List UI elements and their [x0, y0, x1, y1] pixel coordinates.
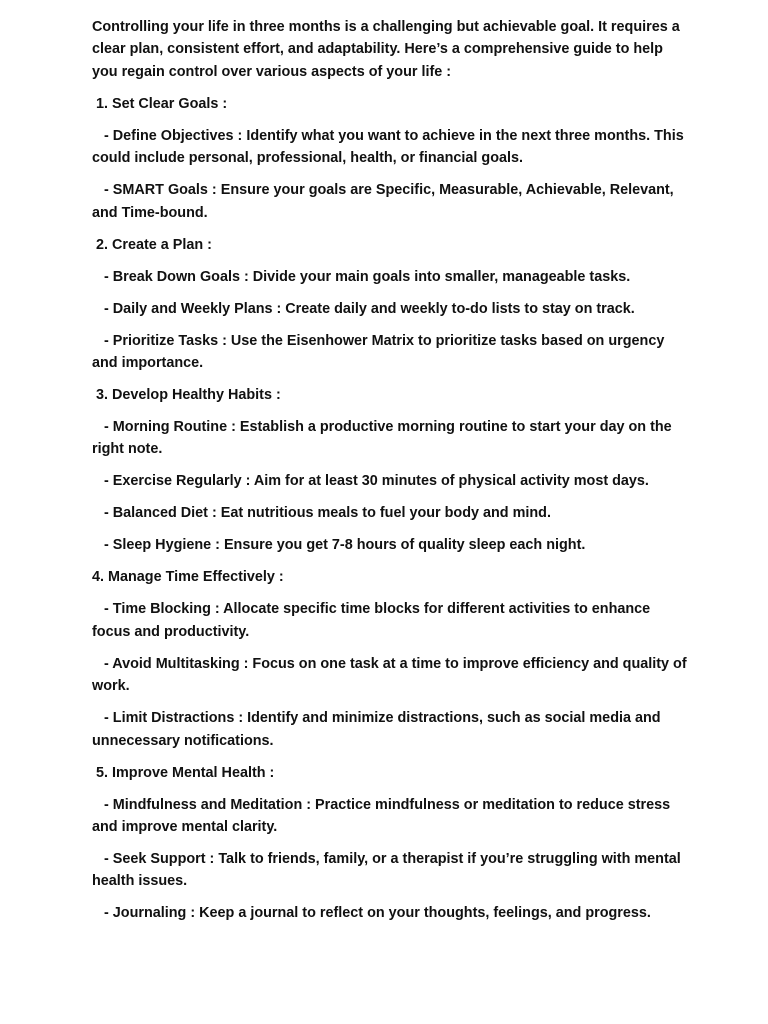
list-item-exercise-regularly: - Exercise Regularly : Aim for at least 30 minutes of physical activity most days.	[92, 473, 649, 490]
list-item-sleep-hygiene: - Sleep Hygiene : Ensure you get 7-8 hours of quality sleep each night.	[92, 537, 586, 554]
section-heading-create-a-plan: 2. Create a Plan :	[92, 236, 212, 253]
list-item-journaling: - Journaling : Keep a journal to reflect on your thoughts, feelings, and progress.	[92, 905, 651, 922]
list-item-time-blocking: - Time Blocking : Allocate specific time blocks for different activities to enhance focus and productivity.	[92, 601, 655, 640]
section-heading-mental-health: 5. Improve Mental Health :	[92, 764, 275, 781]
list-item-morning-routine: - Morning Routine : Establish a productive morning routine to start your day on the right note.	[92, 419, 676, 458]
list-item-break-down-goals: - Break Down Goals : Divide your main goals into smaller, manageable tasks.	[92, 268, 631, 285]
list-item-define-objectives: - Define Objectives : Identify what you want to achieve in the next three months. This could include personal, professional, health, or financial goals.	[92, 127, 688, 167]
list-item-balanced-diet: - Balanced Diet : Eat nutritious meals to fuel your body and mind.	[92, 505, 551, 522]
section-heading-healthy-habits: 3. Develop Healthy Habits :	[92, 387, 281, 404]
intro-paragraph: Controlling your life in three months is a challenging but achievable goal. It requires a clear plan, consistent effort, and adaptability. Here’s a comprehensive guide to help you regain control over various aspects of your life :	[92, 19, 684, 80]
list-item-limit-distractions: - Limit Distractions : Identify and minimize distractions, such as social media and unnecessary notifications.	[92, 710, 665, 749]
list-item-prioritize-tasks: - Prioritize Tasks : Use the Eisenhower Matrix to prioritize tasks based on urgency and importance.	[92, 332, 669, 372]
list-item-avoid-multitasking: - Avoid Multitasking : Focus on one task at a time to improve efficiency and quality of work.	[92, 655, 691, 695]
list-item-daily-weekly-plans: - Daily and Weekly Plans : Create daily and weekly to-do lists to stay on track.	[92, 300, 635, 317]
list-item-mindfulness: - Mindfulness and Meditation : Practice mindfulness or meditation to reduce stress and improve mental clarity.	[92, 796, 675, 836]
section-heading-manage-time: 4. Manage Time Effectively :	[92, 569, 284, 586]
list-item-smart-goals: - SMART Goals : Ensure your goals are Specific, Measurable, Achievable, Relevant, and Time-bound.	[92, 182, 678, 221]
list-item-seek-support: - Seek Support : Talk to friends, family, or a therapist if you’re struggling with mental health issues.	[92, 851, 685, 890]
section-heading-set-clear-goals: 1. Set Clear Goals :	[92, 95, 228, 112]
document-body	[92, 16, 692, 934]
